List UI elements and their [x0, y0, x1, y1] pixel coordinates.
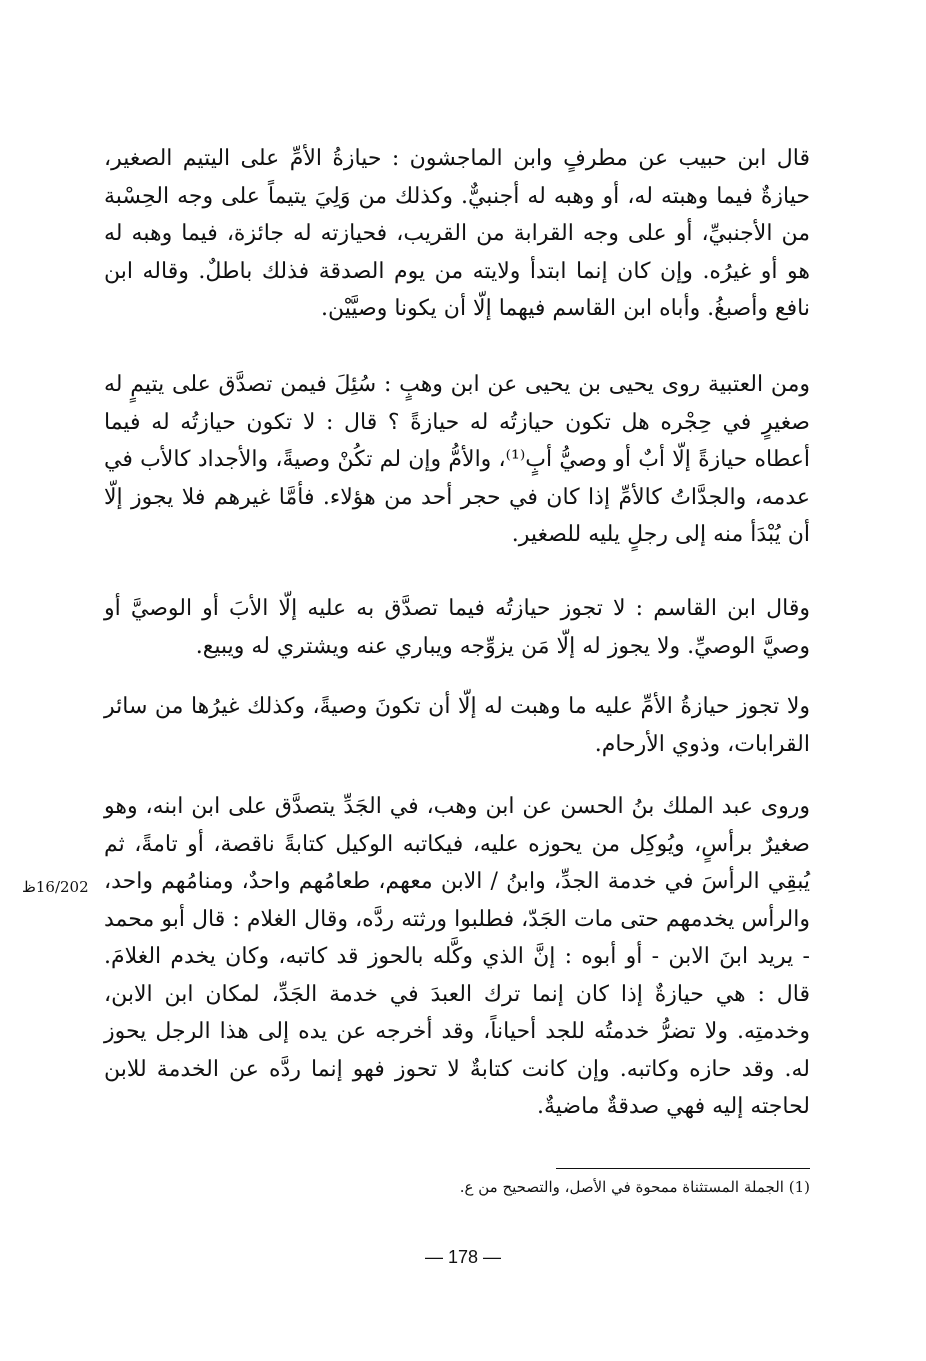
paragraph-text: ولا تجوز حيازةُ الأمِّ عليه ما وهبت له إلّا أن تكونَ وصيةً، وكذلك غيرُها من سائر القرابات، وذوي الأرحام.	[104, 694, 810, 757]
paragraph-3	[104, 590, 810, 665]
manuscript-folio-note: 16/202ظ	[22, 878, 89, 896]
footnote-divider	[556, 1168, 810, 1169]
footnote-text: الجملة المستثناة ممحوة في الأصل، والتصحيح من ع.	[459, 1178, 784, 1196]
footnote	[104, 1174, 810, 1200]
paragraph-text: وقال ابن القاسم : لا تجوز حيازتُه فيما تصدَّق به عليه إلّا الأبَ أو الوصيَّ أو وصيَّ الوصيِّ. ولا يجوز له إلّا مَن يزوِّجه ويباري عنه ويشتري له ويبيع.	[104, 596, 810, 659]
footnote-marker: (1)	[788, 1178, 810, 1196]
paragraph-1	[104, 140, 810, 328]
paragraph-text: قال ابن حبيب عن مطرفٍ وابن الماجشون : حيازةُ الأمِّ على اليتيم الصغير، حيازةٌ فيما وهبته له، أو وهبه له أجنبيٌّ. وكذلك من وَلِيَ يتيماً على وجه الحِسْبة من الأجنبيِّ، أو على وجه القرابة من القريب، فحيازته له جائزة، فيما وهبه له هو أو غيرُه. وإن كان إنما ابتدأ ولايته من يوم الصدقة فذلك باطلٌ. وقاله ابن نافع وأصبغُ. وأباه ابن القاسم فيهما إلّا أن يكونا وصيَّيْن.	[104, 146, 810, 321]
paragraph-text: ومن العتبية روى يحيى بن يحيى عن ابن وهبٍ : سُئِلَ فيمن تصدَّق على يتيمٍ له صغيرٍ في حِجْره هل تكون حيازتُه له حيازةً ؟ قال : لا تكون حيازتُه له فيما أعطاه حيازةً إلّا أبٌ أو وصيُّ أبٍ⁽¹⁾، والأمُّ وإن لم تكُنْ وصيةً، والأجداد كالأب في عدمه، والجدَّاتُ كالأمِّ إذا كان في حجر أحد من هؤلاء. فأمَّا غيرهم فلا يجوز إلّا أن يُبْدَأ منه إلى رجلٍ يليه للصغير.	[104, 372, 811, 547]
paragraph-4	[104, 688, 810, 763]
page-number: — 178 —	[424, 1247, 502, 1267]
paragraph-2	[104, 366, 810, 554]
paragraph-text: وروى عبد الملك بنُ الحسن عن ابن وهب، في الجَدِّ يتصدَّق على ابن ابنه، وهو صغيرٌ برأسٍ، ويُوكِل من يحوزه عليه، فيكاتبه الوكيل كتابةً ناقصة، أو تامةً، ثم يُبقِي الرأسَ في خدمة الجدِّ، وابنُ / الابن معهم، طعامُهم واحدٌ، ومنامُهم واحد، والرأس يخدمهم حتى مات الجَدّ، فطلبوا ورثته ردَّه، وقال الغلام : قال أبو محمد - يريد ابنَ الابن - أو أبوه : إنَّ الذي وكَّله بالحوز قد كاتبه، وكان يخدم الغلامَ. قال : هي حيازةٌ إذا كان إنما ترك العبدَ في خدمة الجَدِّ، لمكان ابن الابن، وخدمتِه. ولا تضرُّ خدمتُه للجد أحياناً، وقد أخرجه عن يده إلى هذا الرجل يحوز له. وقد حازه وكاتبه. وإن كانت كتابةٌ لا تحوز فهو إنما ردَّه عن الخدمة للابن لحاجته إليه فهي صدقةٌ ماضيةٌ.	[104, 794, 810, 1119]
paragraph-5	[104, 788, 810, 1126]
